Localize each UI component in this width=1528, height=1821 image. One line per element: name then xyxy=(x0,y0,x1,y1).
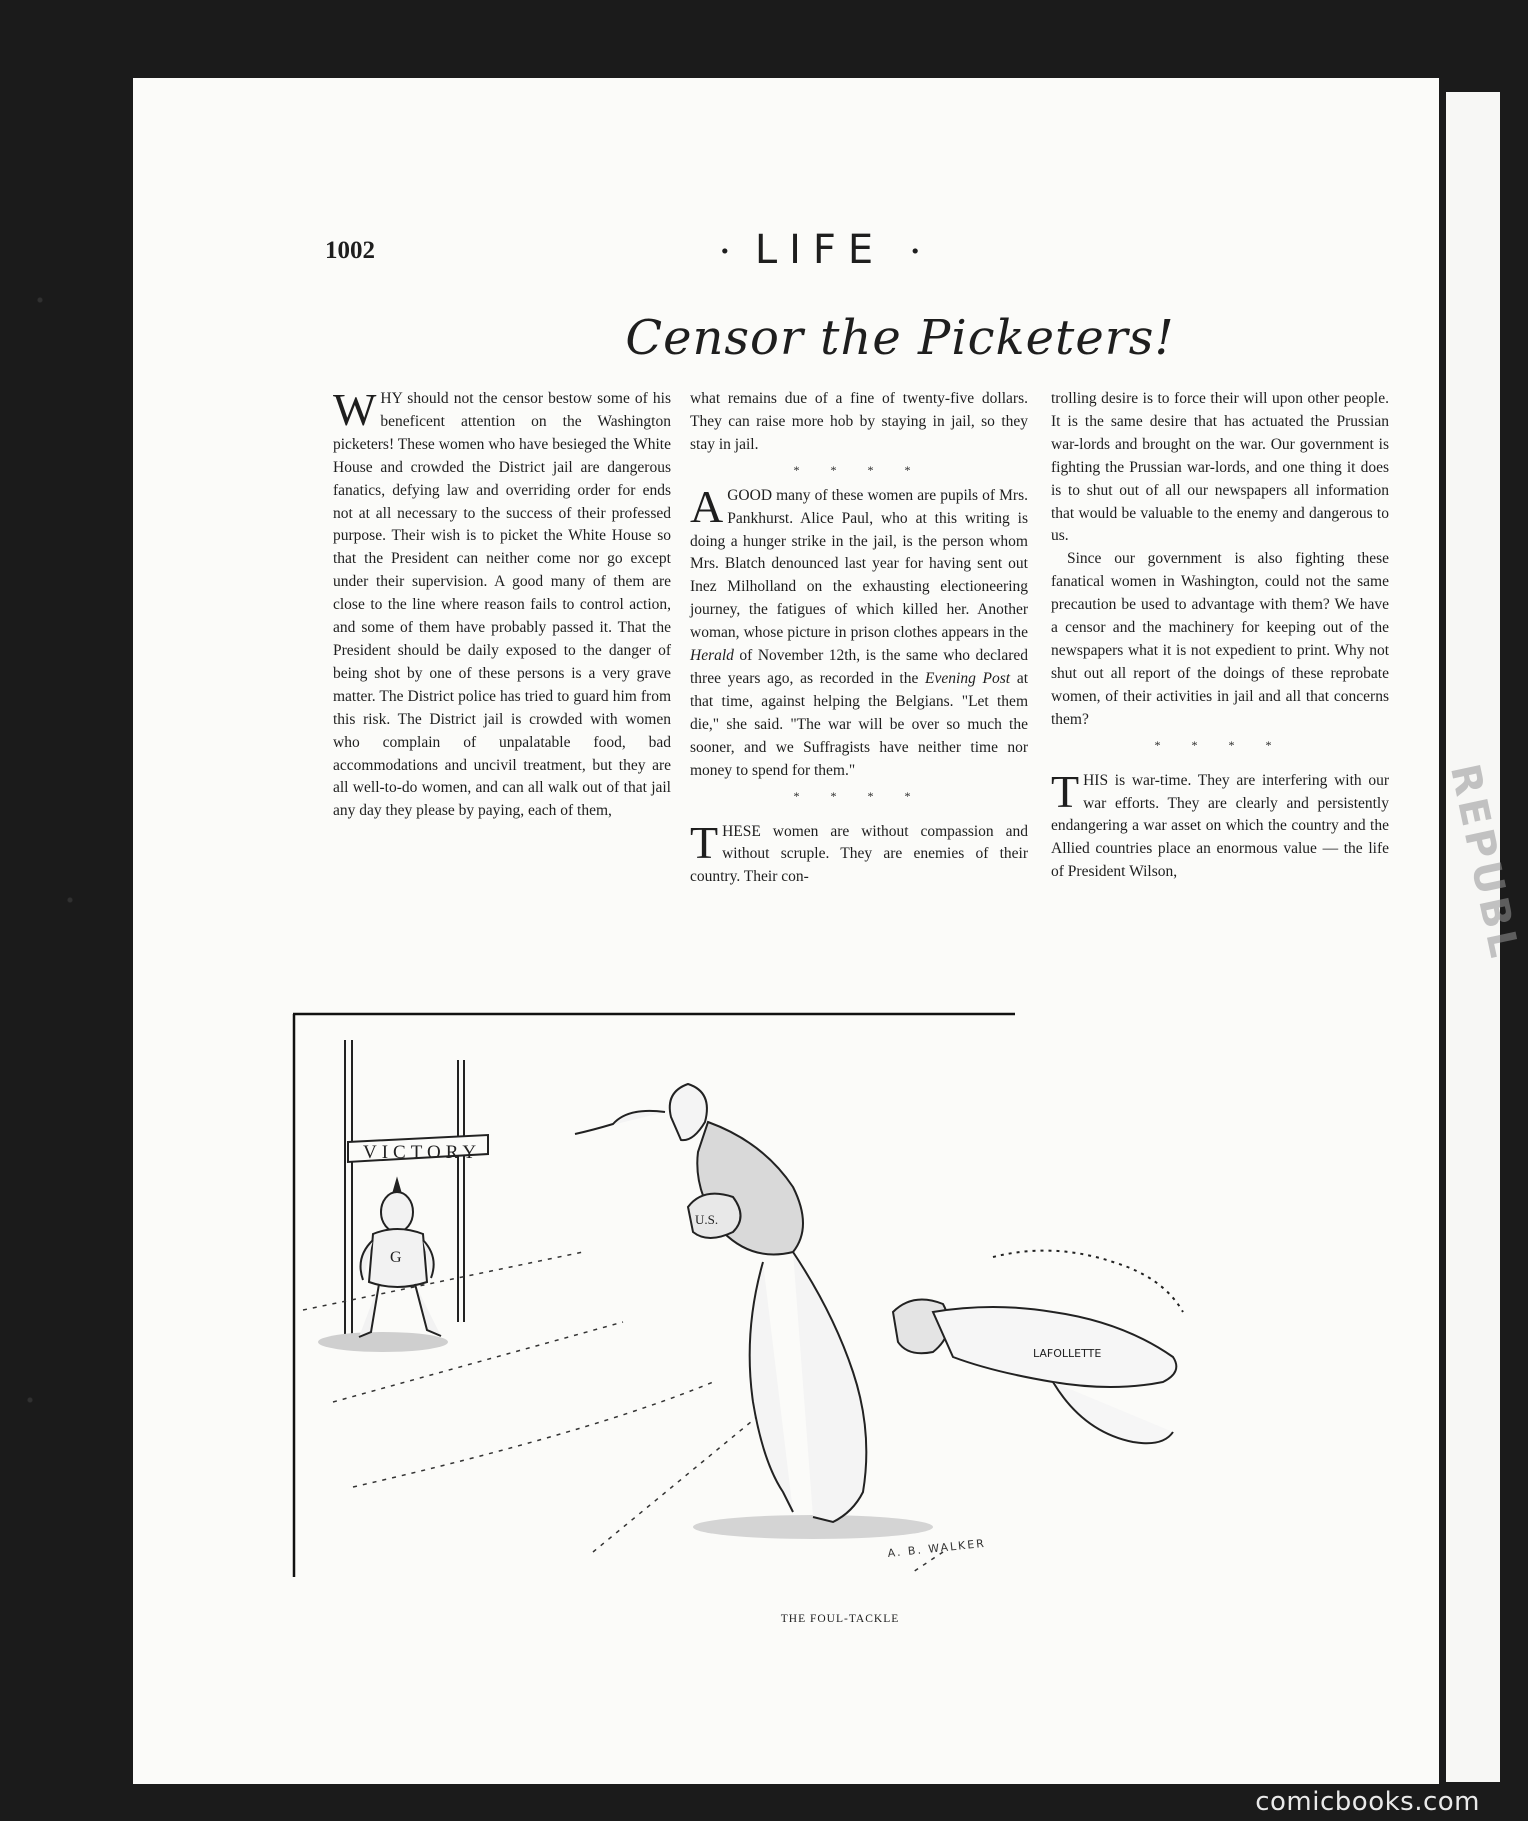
paragraph-text: at that time, against helping the Belgians. "Let them die," she said. "The war will be over so much the sooner, and we Suffragists have neither time nor money to spend for them." xyxy=(690,669,1029,779)
section-divider: * * * * xyxy=(793,462,925,477)
newspaper-name: Herald xyxy=(690,647,734,665)
paragraph: HY should not the censor bestow some of his beneficent attention on the Washington picketers! These women who have besieged the White House and crowded the District jail are dangerous fanatics, defying law and overriding order for ends not at all necessary to the success of their professed purpose. Their wish is to picket the White House so that the President can neither come nor go except under their supervision. A good many of them are close to the line where reason fails to control action, and some of them have probably passed it. That the President should be daily exposed to the danger of being shot by one of these persons is a very grave matter. The District police has tried to guard him from this risk. The District jail is crowded with women who complain of unpalatable food, bad accommodations and uncivil treatment, but they are all well-to-do women, and can all walk out of that jail any day they please by paying, each of them, xyxy=(333,390,671,820)
paragraph-text: GOOD many of these women are pupils of Mrs. Pankhurst. Alice Paul, who at this writing is doing a hunger strike in the jail, is the person whom Mrs. Blatch denounced last year for having sent out Inez Milholland on the exhausting electioneering journey, the fatigues of which killed her. Another woman, whose picture in prison clothes appears in the xyxy=(690,486,1028,642)
article-column-2 xyxy=(690,388,1028,889)
goalpost-sign: VICTORY xyxy=(363,1142,482,1163)
paragraph: Since our government is also fighting these fanatical women in Washington, could not the same precaution be used to advantage with them? We have a censor and the machinery for keeping out of the newspapers what it is not expedient to print. Why not shut out all report of the doings of these reprobate women, of their activities in jail and all that concerns them? xyxy=(1051,550,1389,728)
artist-signature: A. B. WALKER xyxy=(886,1536,987,1560)
paragraph: trolling desire is to force their will upon other people. It is the same desire that has actuated the Prussian war-lords and brought on the war. Our government is fighting the Prussian war-lords, and one thing it does is to shut out of all our newspapers all information that would be valuable to the enemy and dangerous to us. xyxy=(1051,390,1389,545)
masthead: • LIFE • xyxy=(719,227,921,273)
drop-cap: W xyxy=(333,384,377,435)
cartoon-illustration xyxy=(293,1012,1243,1577)
article-column-1 xyxy=(333,384,671,823)
section-divider: * * * * xyxy=(793,788,925,803)
runner-figure xyxy=(575,1084,866,1522)
page-number: 1002 xyxy=(325,237,375,264)
article-column-3 xyxy=(1051,388,1389,884)
drop-cap: A xyxy=(690,480,724,532)
site-watermark: comicbooks.com xyxy=(1255,1787,1480,1817)
cartoon-caption: THE FOUL-TACKLE xyxy=(780,1613,900,1625)
article-headline: Censor the Picketers! xyxy=(625,310,1175,366)
paragraph-text: of November 12th, is the same who declared three years ago, as recorded in the xyxy=(690,647,1028,687)
football-label: U.S. xyxy=(695,1212,719,1227)
defender-emblem: G xyxy=(390,1249,402,1266)
tackler-label: LAFOLLETTE xyxy=(1033,1347,1102,1360)
drop-cap: T xyxy=(1051,765,1080,817)
paragraph: HESE women are without compassion and without scruple. They are enemies of their country. Their con- xyxy=(690,822,1028,886)
paragraph: HIS is war-time. They are interfering with our war efforts. They are clearly and persistently endangering a war asset on which the country and the Allied countries place an enormous value — the life of President Wilson, xyxy=(1051,771,1389,881)
section-divider: * * * * xyxy=(1154,737,1286,752)
drop-cap: T xyxy=(690,816,719,868)
library-stamp: REPUBL xyxy=(1441,760,1528,966)
paragraph: what remains due of a fine of twenty-five dollars. They can raise more hob by staying in jail, so they stay in jail. xyxy=(690,390,1028,453)
masthead-title: LIFE xyxy=(754,227,886,273)
newspaper-name: Evening Post xyxy=(925,669,1011,687)
